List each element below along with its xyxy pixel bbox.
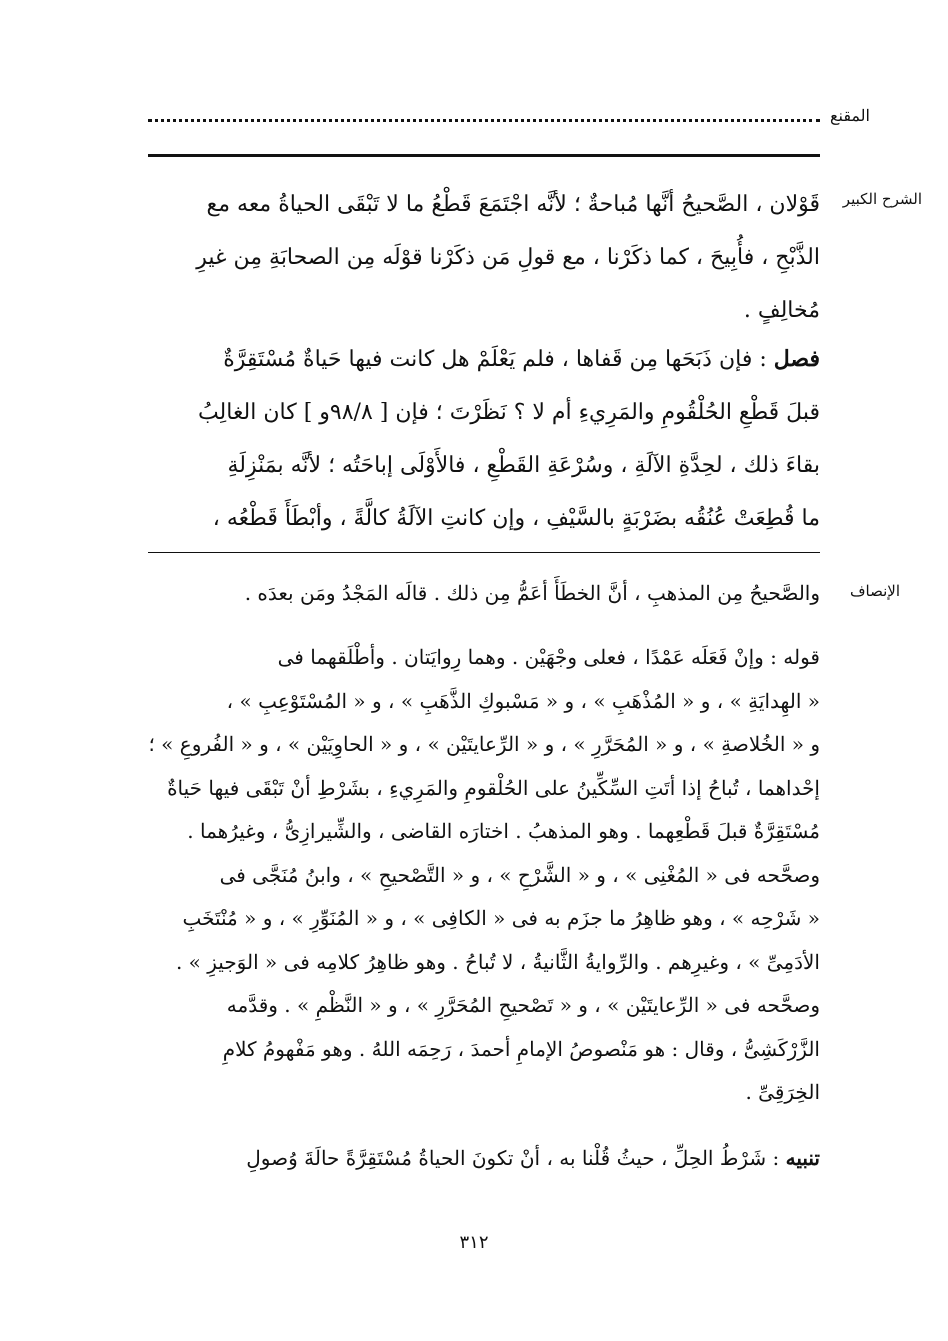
- section-keyword: تنبيه: [785, 1146, 820, 1170]
- header-rule: [148, 154, 820, 157]
- text-line: [148, 1137, 820, 1181]
- insaf-paragraph-tanbih: [148, 1137, 820, 1181]
- text-line: الخِرَقِىِّ .: [745, 1080, 820, 1104]
- text-line: مُخالِفٍ .: [743, 298, 820, 323]
- text-line: مُسْتَقِرَّةٌ قبلَ قَطْعِهما . وهو المذهبُ . اختارَه القاضى ، والشِّيرازِىُّ ، وغيرُهما .: [187, 819, 820, 843]
- text-line: و « الخُلاصةِ » ، و « المُحَرَّرِ » ، و « الرِّعايتَيْن » ، و « الحاوِيَيْن » ، و « الفُروعِ » ؛: [148, 732, 820, 756]
- text-line: وصحَّحه فى « الرِّعايتَيْن » ، و « تَصْحيحِ المُحَرَّرِ » ، و « النَّظْمِ » . وقدَّمه: [226, 993, 820, 1017]
- insaf-paragraph-1: [148, 572, 820, 616]
- running-header-title: المقنع: [829, 106, 870, 125]
- header-dotted-line: [148, 113, 820, 122]
- side-label-sharh: الشرح الكبير: [842, 190, 922, 208]
- text-line: « شَرْحِه » ، وهو ظاهِرُ ما جزَم به فى « الكافِى » ، و « المُنَوِّرِ » ، و « مُنْتَخَبِ: [182, 906, 820, 930]
- sharh-paragraph-fasl: [148, 333, 820, 545]
- page-number: ٣١٢: [459, 1232, 489, 1253]
- text-line: الذَّبْحِ ، فأُبِيحَ ، كما ذكَرْنا ، مع قولِ مَن ذكَرْنا قوْلَه مِن الصحابَةِ مِن غيرِ: [196, 245, 820, 270]
- section-keyword: فصل: [773, 346, 820, 372]
- insaf-paragraph-2: [148, 636, 820, 1115]
- text-line: قبلَ قَطْعِ الحُلْقُومِ والمَرِيءِ أم لا ؟ نَظَرْتَ ؛ فإن [ ٩٨/٨و ] كان الغالِبُ: [197, 400, 820, 425]
- text-line: ما قُطِعَتْ عُنُقُه بضَرْبَةٍ بالسَّيْفِ ، وإن كانتِ الآلَةُ كالَّةً ، وأبْطَأَ قَطْعُه ،: [212, 506, 820, 531]
- text-line: « الهِدايَةِ » ، و « المُذْهَبِ » ، و « مَسْبوكِ الذَّهَبِ » ، و « المُسْتَوْعِبِ » ،: [226, 688, 820, 713]
- text-line: الأدَمِىِّ » ، وغيرِهم . والرِّوايةُ الثَّانيةُ ، لا تُباحُ . وهو ظاهِرُ كلامِه فى « الوَجيزِ » .: [175, 949, 820, 974]
- text-line: قَوْلان ، الصَّحيحُ أنَّها مُباحةٌ ؛ لأنَّه اجْتَمَعَ قَطْعُ ما لا تَبْقَى الحياةُ معه مع: [206, 192, 820, 217]
- sharh-paragraph-1: [148, 178, 820, 337]
- text-line: قوله : وإنْ فَعَلَه عَمْدًا ، فعلى وجْهَيْن . وهما رِوايَتان . وأطْلَقهما فى: [277, 645, 820, 669]
- text-line: الزَّرْكَشِىُّ ، وقال : هو مَنْصوصُ الإمامِ أحمدَ ، رَحِمَه اللهُ . وهو مَفْهومُ كلامِ: [222, 1036, 820, 1061]
- side-label-insaf: الإنصاف: [849, 582, 900, 600]
- text-fragment: : شَرْطُ الحِلِّ ، حيثُ قُلْنا به ، أنْ تكونَ الحياةُ مُسْتَقِرَّةً حالَةَ وُصولِ: [246, 1146, 786, 1170]
- text-line: بقاءَ ذلك ، لحِدَّةِ الآلَةِ ، وسُرْعَةِ القَطْعِ ، فالأَوْلَى إباحَتُه ؛ لأنَّه بمَنْزِلَةِ: [227, 453, 820, 478]
- section-divider: [148, 552, 820, 553]
- text-line: وصحَّحه فى « المُغْنِى » ، و « الشَّرْحِ » ، و « التَّصْحيحِ » ، وابنُ مُنَجَّى فى: [219, 862, 820, 887]
- text-line: إحْداهما ، تُباحُ إذا أتَتِ السِّكِّينُ على الحُلْقومِ والمَرِيءِ ، بشَرْطِ أنْ تَبْقَى فيها حَياةٌ: [167, 775, 820, 800]
- text-line: والصَّحيحُ مِن المذهبِ ، أنَّ الخطَأَ أعَمُّ مِن ذلك . قالَه المَجْدُ ومَن بعدَه .: [244, 581, 820, 605]
- text-fragment: : فإن ذَبَحَها مِن قَفاها ، فلم يَعْلَمْ هل كانت فيها حَياةٌ مُسْتَقِرَّةٌ: [223, 347, 774, 372]
- text-line: [148, 333, 820, 386]
